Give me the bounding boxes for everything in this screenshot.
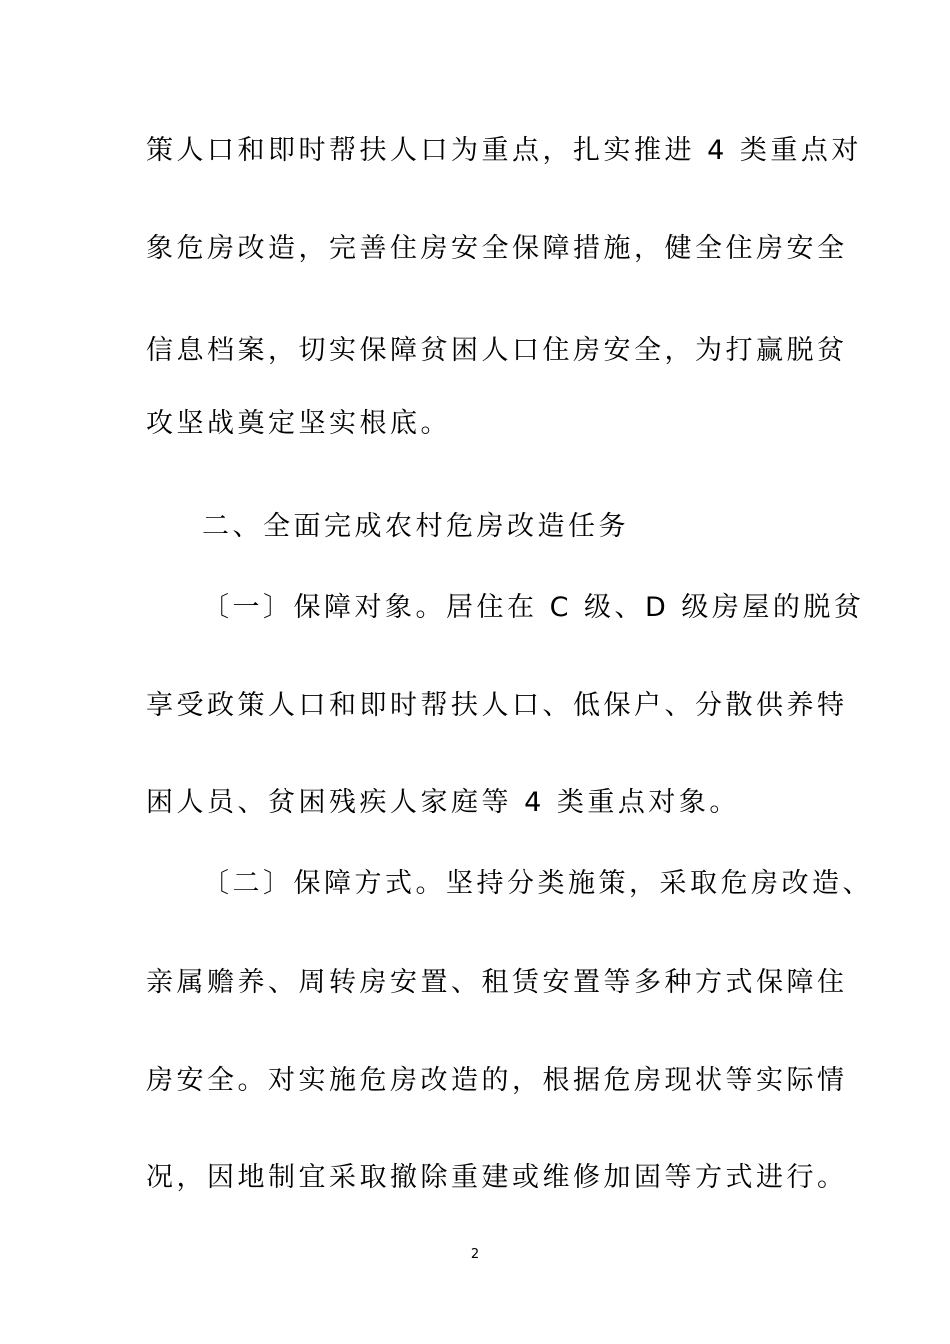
body-text-line: 亲属赡养、周转房安置、租赁安置等多种方式保障住 xyxy=(146,967,848,998)
subsection-paragraph-start: 〔一〕保障对象。居住在 C 级、D 级房屋的脱贫 xyxy=(202,592,865,623)
page-number: 2 xyxy=(470,1247,480,1262)
body-text-line: 信息档案，切实保障贫困人口住房安全，为打赢脱贫 xyxy=(146,335,848,366)
subsection-paragraph-start: 〔二〕保障方式。坚持分类施策，采取危房改造、 xyxy=(202,868,873,899)
body-text-line: 享受政策人口和即时帮扶人口、低保户、分散供养特 xyxy=(146,690,848,721)
body-text-line: 房安全。对实施危房改造的，根据危房现状等实际情 xyxy=(146,1065,848,1096)
section-heading: 二、全面完成农村危房改造任务 xyxy=(202,511,629,542)
body-text-line: 象危房改造，完善住房安全保障措施，健全住房安全 xyxy=(146,233,848,264)
body-text-line: 策人口和即时帮扶人口为重点，扎实推进 4 类重点对 xyxy=(146,135,862,166)
body-text-line: 困人员、贫困残疾人家庭等 4 类重点对象。 xyxy=(146,787,740,818)
body-text-line: 况，因地制宜采取撤除重建或维修加固等方式进行。 xyxy=(146,1162,848,1193)
body-text-line: 攻坚战奠定坚实根底。 xyxy=(146,408,451,439)
